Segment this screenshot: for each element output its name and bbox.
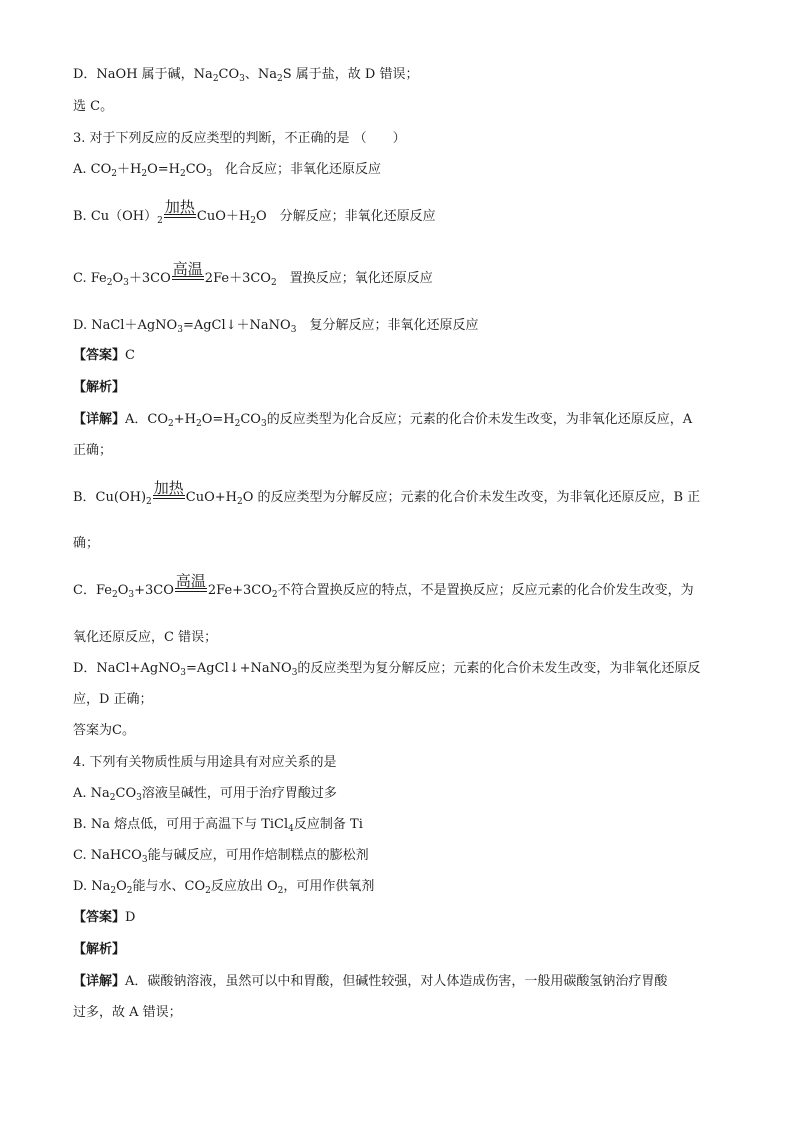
q3-option-b: B. $Cu(OH)_2$ 加热 $CuO+H_2O$ 分解反应；非氧化还原反应 (73, 198, 436, 226)
q3-explanation-a: 【详解】A．$CO_2+H_2O=H_2CO_3$的反应类型为化合反应；元素的化合价未发生改变，为非氧化还原反应，A (73, 412, 693, 429)
q3-explanation-c: C．$Fe_2O_3+3CO$ 高温 $2Fe+3CO_2$不符合置换反应的特点，不是置换反应；反应元素的化合价发生改变，为 (73, 572, 694, 600)
q4-option-d: D. $Na_2O_2$能与水、$CO_2$反应放出 $O_2$，可用作供氧剂 (73, 879, 375, 896)
q3-explanation-d: D．NaCl+AgNO$_3$=AgCl↓+NaNO$_3$的反应类型为复分解反应；元素的化合价未发生改变，为非氧化还原反 (73, 661, 701, 678)
question-3-stem: 3. 对于下列反应的反应类型的判断，不正确的是 （ ） (73, 131, 406, 146)
q4-answer: 【答案】D (73, 910, 136, 925)
q4-analysis-heading: 【解析】 (73, 942, 126, 957)
q4-option-b: B. Na 熔点低，可用于高温下与 TiCl$_4$反应制备 Ti (73, 817, 363, 834)
reaction-condition: 加热 (164, 198, 195, 216)
q3-explanation-b-cont: 确； (73, 536, 100, 551)
q4-option-a: A. $Na_2CO_3$溶液呈碱性，可用于治疗胃酸过多 (73, 786, 337, 803)
reaction-condition: 高温 (175, 572, 206, 590)
q4-option-c: C. NaHCO$_3$能与碱反应，可用作焙制糕点的膨松剂 (73, 848, 369, 865)
q3-explanation-b: B．$Cu(OH)_2$ 加热 $CuO+H_2O$ 的反应类型为分解反应；元素的化合价未发生改变，为非氧化还原反应，B 正 (73, 479, 701, 507)
q3-conclusion: 答案为C。 (73, 723, 135, 738)
q3-option-a: A. $CO_2+H_2O=H_2CO_3$ 化合反应；非氧化还原反应 (73, 162, 382, 179)
reaction-condition: 加热 (153, 479, 184, 497)
q3-analysis-heading: 【解析】 (73, 380, 126, 395)
q3-option-d: D. NaCl＋AgNO$_3$=AgCl↓＋NaNO$_3$ 复分解反应；非氧化还原反应 (73, 318, 479, 335)
q3-explanation-d-cont: 应，D 正确； (73, 692, 153, 707)
option-d-line: D．NaOH 属于碱，$Na_2CO_3$、$Na_2S$ 属于盐，故 D 错误； (73, 67, 419, 84)
q4-explanation-a-cont: 过多，故 A 错误； (73, 1005, 182, 1020)
answer-choice-line: 选 C。 (73, 99, 114, 114)
q4-explanation-a: 【详解】A．碳酸钠溶液，虽然可以中和胃酸，但碱性较强，对人体造成伤害，一般用碳酸氢钠治疗胃酸 (73, 974, 668, 989)
q3-explanation-c-cont: 氧化还原反应，C 错误； (73, 630, 218, 645)
q3-explanation-a-cont: 正确； (73, 443, 113, 458)
question-4-stem: 4. 下列有关物质性质与用途具有对应关系的是 (73, 755, 337, 770)
q3-answer: 【答案】C (73, 348, 135, 363)
q3-option-c: C. $Fe_2O_3+3CO$ 高温 $2Fe+3CO_2$ 置换反应；氧化还原反应 (73, 260, 433, 288)
reaction-condition: 高温 (172, 260, 203, 278)
